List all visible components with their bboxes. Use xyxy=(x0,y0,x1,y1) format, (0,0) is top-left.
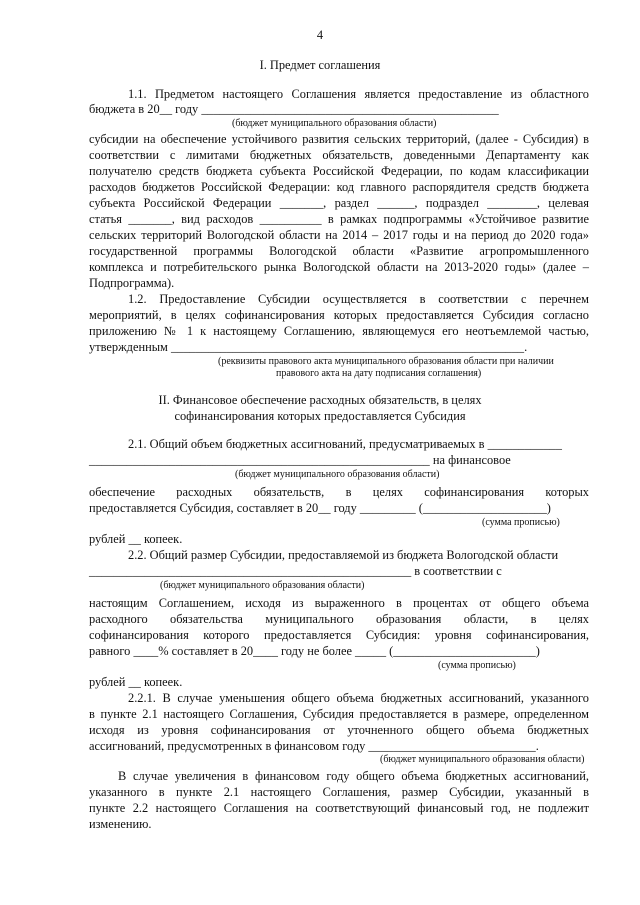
section-2-p22-line-4: расходного обязательства муниципального образования области, в целях xyxy=(89,612,589,626)
section-1-p1-note-1: (бюджет муниципального образования области) xyxy=(232,118,437,129)
section-2-p22-note-1: (бюджет муниципального образования области) xyxy=(160,580,365,591)
section-1-p1-line-6: расходов бюджетов Российской Федерации: код главного распорядителя средств бюджета xyxy=(89,180,589,194)
section-2-p21-line-2: _______________________________________________________ на финансовое xyxy=(89,453,511,467)
section-2-p3-line-4: изменению. xyxy=(89,817,152,831)
section-2-p21-line-5: рублей __ копеек. xyxy=(89,532,183,546)
section-1-p2-line-4: утвержденным _________________________________________________________. xyxy=(89,340,528,354)
section-2-p221-line-3: исходя из уровня софинансирования от уточненного общего объема бюджетных xyxy=(89,723,589,737)
section-1-p1-line-11: комплекса и потребительского рынка Вологодской области на 2013-2020 годы» (далее – xyxy=(89,260,589,274)
section-1-p1-line-3: субсидии на обеспечение устойчивого развития сельских территорий, (далее - Субсидия) в xyxy=(89,132,589,146)
section-2-p21-line-4: предоставляется Субсидия, составляет в 20__ году _________ (____________________) xyxy=(89,501,551,515)
section-2-p3-line-2: указанного в пункте 2.1 настоящего Соглашения, размер Субсидии, указанный в xyxy=(89,785,589,799)
section-2-p21-line-1: 2.1. Общий объем бюджетных ассигнований, предусматриваемых в ____________ xyxy=(128,437,562,451)
section-1-p1-line-10: государственной программы Вологодской области «Развитие агропромышленного xyxy=(89,244,589,258)
section-2-p21-note-2: (сумма прописью) xyxy=(482,517,560,528)
section-2-heading-line-2: софинансирования которых предоставляется Субсидия xyxy=(174,409,466,423)
section-2-p221-line-4: ассигнований, предусмотренных в финансовом году ___________________________. xyxy=(89,739,539,753)
section-2-p3-line-3: пункте 2.2 настоящего Соглашения на соответствующий финансовый год, не подлежит xyxy=(89,801,589,815)
section-2-p21-line-3: обеспечение расходных обязательств, в целях софинансирования которых xyxy=(89,485,589,499)
section-1-p1-line-4: соответствии с лимитами бюджетных обязательств, доведенными Департаменту как xyxy=(89,148,589,162)
section-2-p22-line-7: рублей __ копеек. xyxy=(89,675,183,689)
section-2-p21-note-1: (бюджет муниципального образования области) xyxy=(235,469,440,480)
section-2-p221-note-1: (бюджет муниципального образования области) xyxy=(380,754,585,765)
section-2-p22-line-5: софинансирования которого предоставляется Субсидия: уровня софинансирования, xyxy=(89,628,589,642)
section-2-p221-line-2: в пункте 2.1 настоящего Соглашения, Субсидия предоставляется в размере, определенном xyxy=(89,707,589,721)
section-1-p1-line-5: получателю средств бюджета субъекта Российской Федерации, по кодам классификации xyxy=(89,164,589,178)
page-number: 4 xyxy=(316,28,324,42)
section-2-heading-line-1: II. Финансовое обеспечение расходных обязательств, в целях xyxy=(158,393,482,407)
section-1-p1-line-7: субъекта Российской Федерации _______, раздел ______, подраздел ________, целевая xyxy=(89,196,589,210)
section-1-p1-line-8: статья _______, вид расходов __________ в рамках подпрограммы «Устойчивое развитие xyxy=(89,212,589,226)
section-2-p22-line-3: настоящим Соглашением, исходя из выраженного в процентах от общего объема xyxy=(89,596,589,610)
section-2-p22-note-2: (сумма прописью) xyxy=(438,660,516,671)
section-1-p2-line-3: приложению № 1 к настоящему Соглашению, являющемуся его неотъемлемой частью, xyxy=(89,324,589,338)
section-1-p1-line-1: 1.1. Предметом настоящего Соглашения является предоставление из областного xyxy=(128,87,589,101)
section-1-p1-line-12: Подпрограмма). xyxy=(89,276,175,290)
section-1-p2-line-1: 1.2. Предоставление Субсидии осуществляется в соответствии с перечнем xyxy=(128,292,589,306)
section-2-p22-line-6: равного ____% составляет в 20____ году не более _____ (_______________________) xyxy=(89,644,540,658)
section-2-p22-line-2: ____________________________________________________ в соответствии с xyxy=(89,564,502,578)
section-2-p3-line-1: В случае увеличения в финансовом году общего объема бюджетных ассигнований, xyxy=(118,769,589,783)
section-2-p221-line-1: 2.2.1. В случае уменьшения общего объема бюджетных ассигнований, указанного xyxy=(128,691,589,705)
section-2-p22-line-1: 2.2. Общий размер Субсидии, предоставляемой из бюджета Вологодской области xyxy=(128,548,559,562)
section-1-p2-line-2: мероприятий, в целях софинансирования которых предоставляется Субсидия согласно xyxy=(89,308,589,322)
section-1-p2-note-2: правового акта на дату подписания соглашения) xyxy=(276,368,482,379)
section-1-p1-line-9: сельских территорий Вологодской области на 2014 – 2017 годы и на период до 2020 года» xyxy=(89,228,589,242)
section-1-p2-note-1: (реквизиты правового акта муниципального образования области при наличии xyxy=(218,356,554,367)
section-1-p1-line-2: бюджета в 20__ году ________________________________________________ xyxy=(89,102,499,116)
section-1-heading: I. Предмет соглашения xyxy=(259,58,381,72)
